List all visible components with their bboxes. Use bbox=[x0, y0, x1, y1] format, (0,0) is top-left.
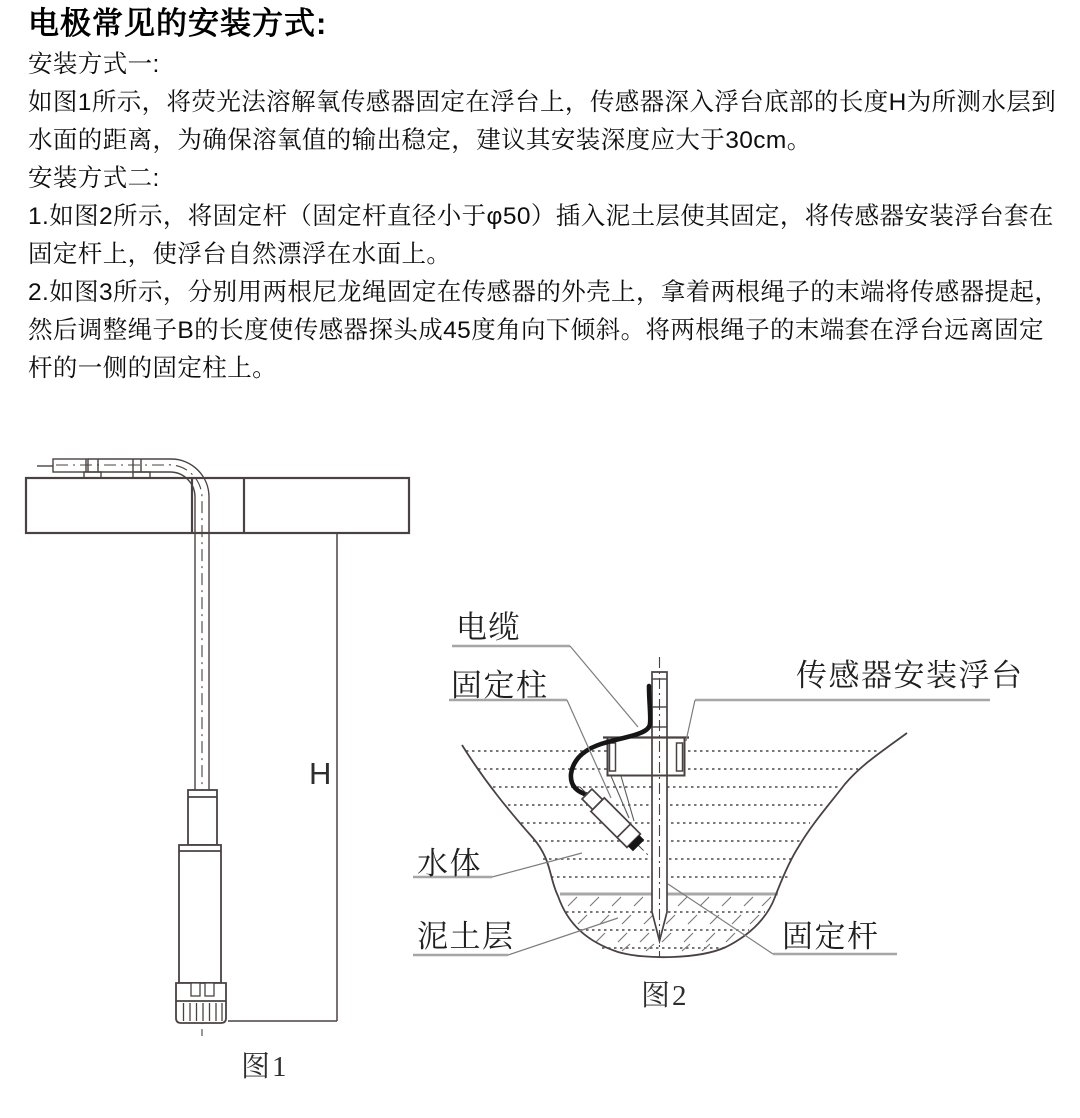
figure2-label-soil-layer: 泥土层 bbox=[417, 919, 515, 954]
figure2-platform-fill bbox=[608, 738, 685, 776]
leader-water-body bbox=[492, 853, 582, 877]
text-line: 安装方式一: bbox=[28, 51, 160, 78]
leader-sensor-platform bbox=[686, 700, 695, 741]
instruction-text bbox=[28, 4, 1059, 388]
figure2-fixing-post-left bbox=[610, 743, 616, 771]
figure2-label-sensor-platform: 传感器安装浮台 bbox=[796, 658, 1024, 693]
text-line: 然后调整绳子B的长度使传感器探头成45度角向下倾斜。将两根绳子的末端套在浮台远离固定 bbox=[28, 317, 1044, 344]
figure2-sensor bbox=[573, 780, 657, 864]
text-line: 杆的一侧的固定柱上。 bbox=[28, 355, 277, 382]
figure1-drawing bbox=[26, 459, 409, 1036]
figure1-probe-guard bbox=[176, 983, 226, 1023]
figure2-soil-layer bbox=[560, 894, 778, 951]
figure1-dimension-label: H bbox=[309, 756, 332, 791]
figure1-sensor-body bbox=[179, 790, 221, 983]
text-line: 安装方式二: bbox=[28, 165, 160, 192]
leader-cable bbox=[570, 646, 638, 727]
figure1-float-platform bbox=[26, 478, 409, 533]
figure2-label-cable: 电缆 bbox=[456, 610, 521, 645]
text-line: 1.如图2所示，将固定杆（固定杆直径小于φ50）插入泥土层使其固定，将传感器安装浮台套在 bbox=[28, 203, 1054, 230]
figure2-label-fixing-rod: 固定杆 bbox=[782, 919, 880, 954]
figure1-caption: 图1 bbox=[241, 1051, 289, 1083]
figure2-caption: 图2 bbox=[641, 980, 689, 1012]
text-line: 如图1所示，将荧光法溶解氧传感器固定在浮台上，传感器深入浮台底部的长度H为所测水层到 bbox=[28, 89, 1057, 116]
text-line: 固定杆上，使浮台自然漂浮在水面上。 bbox=[28, 241, 452, 268]
text-line: 2.如图3所示，分别用两根尼龙绳固定在传感器的外壳上，拿着两根绳子的末端将传感器提起， bbox=[28, 279, 1060, 306]
page-title: 电极常见的安装方式: bbox=[28, 6, 328, 41]
figure2-label-fixing-post: 固定柱 bbox=[451, 668, 549, 703]
figure2-fixing-post-right bbox=[677, 743, 683, 771]
figure2-label-water-body: 水体 bbox=[417, 846, 482, 881]
text-line: 水面的距离，为确保溶氧值的输出稳定，建议其安装深度应大于30cm。 bbox=[28, 127, 812, 154]
